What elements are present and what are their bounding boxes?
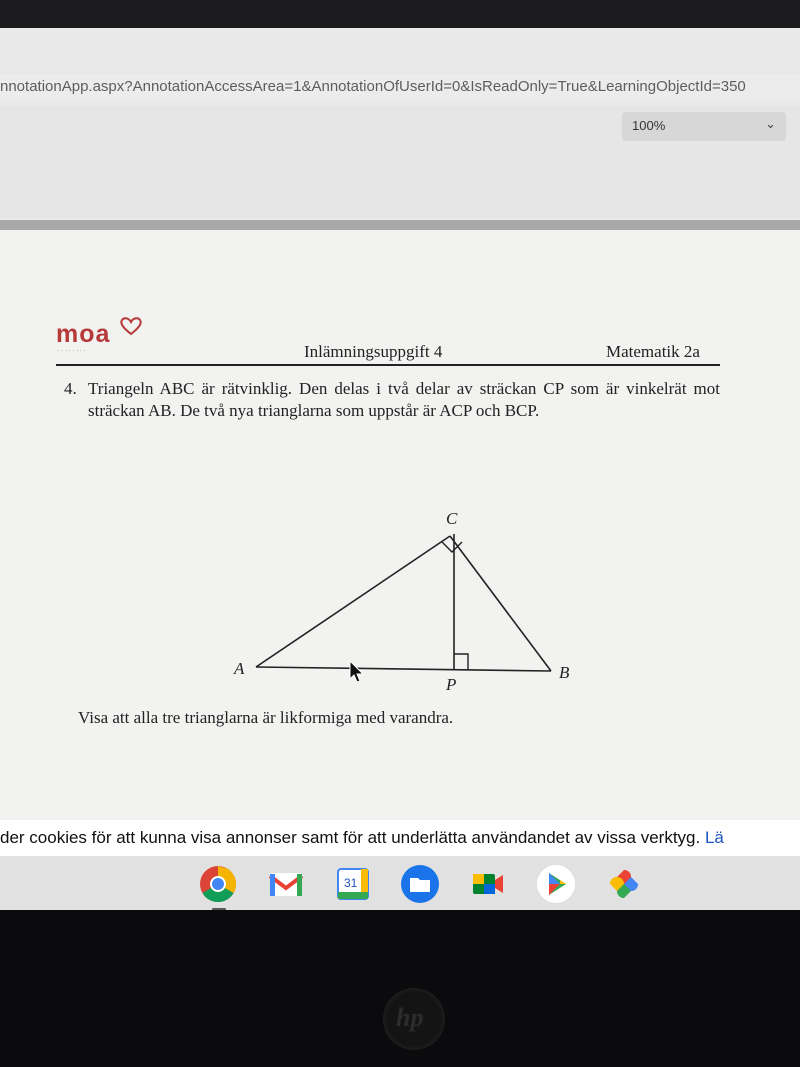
calendar-icon[interactable]: [333, 864, 373, 904]
task-number: 4.: [64, 379, 77, 398]
meet-icon[interactable]: [468, 864, 508, 904]
url-text: nnotationApp.aspx?AnnotationAccessArea=1&AnnotationOfUserId=0&IsReadOnly=True&LearningObjectId=350: [0, 78, 746, 95]
cookie-text: der cookies för att kunna visa annonser samt för att underlätta användandet av vissa verktyg. Lä: [0, 828, 724, 847]
task-text: Triangeln ABC är rätvinklig. Den delas i två delar av sträckan CP som är vinkelrät mot sträckan AB. De två nya trianglarna som uppstår är ACP och BCP.: [88, 379, 720, 420]
running-indicator: [212, 908, 226, 910]
label-b: B: [559, 663, 570, 682]
taskbar-shelf: [0, 856, 800, 910]
segment-bc: [450, 536, 551, 671]
screen: [0, 28, 800, 910]
calendar-day: 31: [344, 876, 358, 890]
document-page: [0, 230, 800, 820]
document-divider: [0, 220, 800, 230]
right-angle-marker-p: [454, 654, 468, 670]
heart-icon: [118, 316, 144, 336]
address-bar[interactable]: [0, 74, 800, 100]
zoom-select[interactable]: [622, 112, 786, 141]
question-text: Visa att alla tre trianglarna är likformiga med varandra.: [78, 708, 454, 727]
viewer-toolbar: [0, 106, 800, 218]
photos-icon[interactable]: [604, 864, 644, 904]
header-rule: [56, 364, 720, 366]
segment-ab: [256, 667, 551, 671]
triangle-figure: [226, 504, 586, 704]
zoom-value: 100%: [632, 118, 666, 133]
label-a: A: [234, 659, 245, 678]
label-c: C: [446, 509, 458, 528]
header-title: Inlämningsuppgift 4: [304, 342, 443, 361]
moa-logo: [56, 320, 111, 354]
chevron-down-icon: ⌄: [765, 116, 776, 131]
hp-logo: hp: [383, 988, 445, 1050]
cookie-banner: [0, 820, 800, 856]
segment-ac: [256, 536, 450, 667]
play-store-icon[interactable]: [536, 864, 576, 904]
label-p: P: [446, 675, 457, 694]
cookie-read-more-link[interactable]: Lä: [704, 828, 724, 847]
laptop-bezel-top: [0, 0, 800, 28]
gmail-icon[interactable]: [266, 864, 306, 904]
files-icon[interactable]: [400, 864, 440, 904]
mouse-cursor-icon: [348, 660, 364, 684]
logo-text: moa: [56, 320, 111, 348]
chrome-icon[interactable]: [198, 864, 238, 904]
logo-tagline-graphic: ········: [58, 348, 88, 354]
header-course: Matematik 2a: [606, 342, 700, 361]
